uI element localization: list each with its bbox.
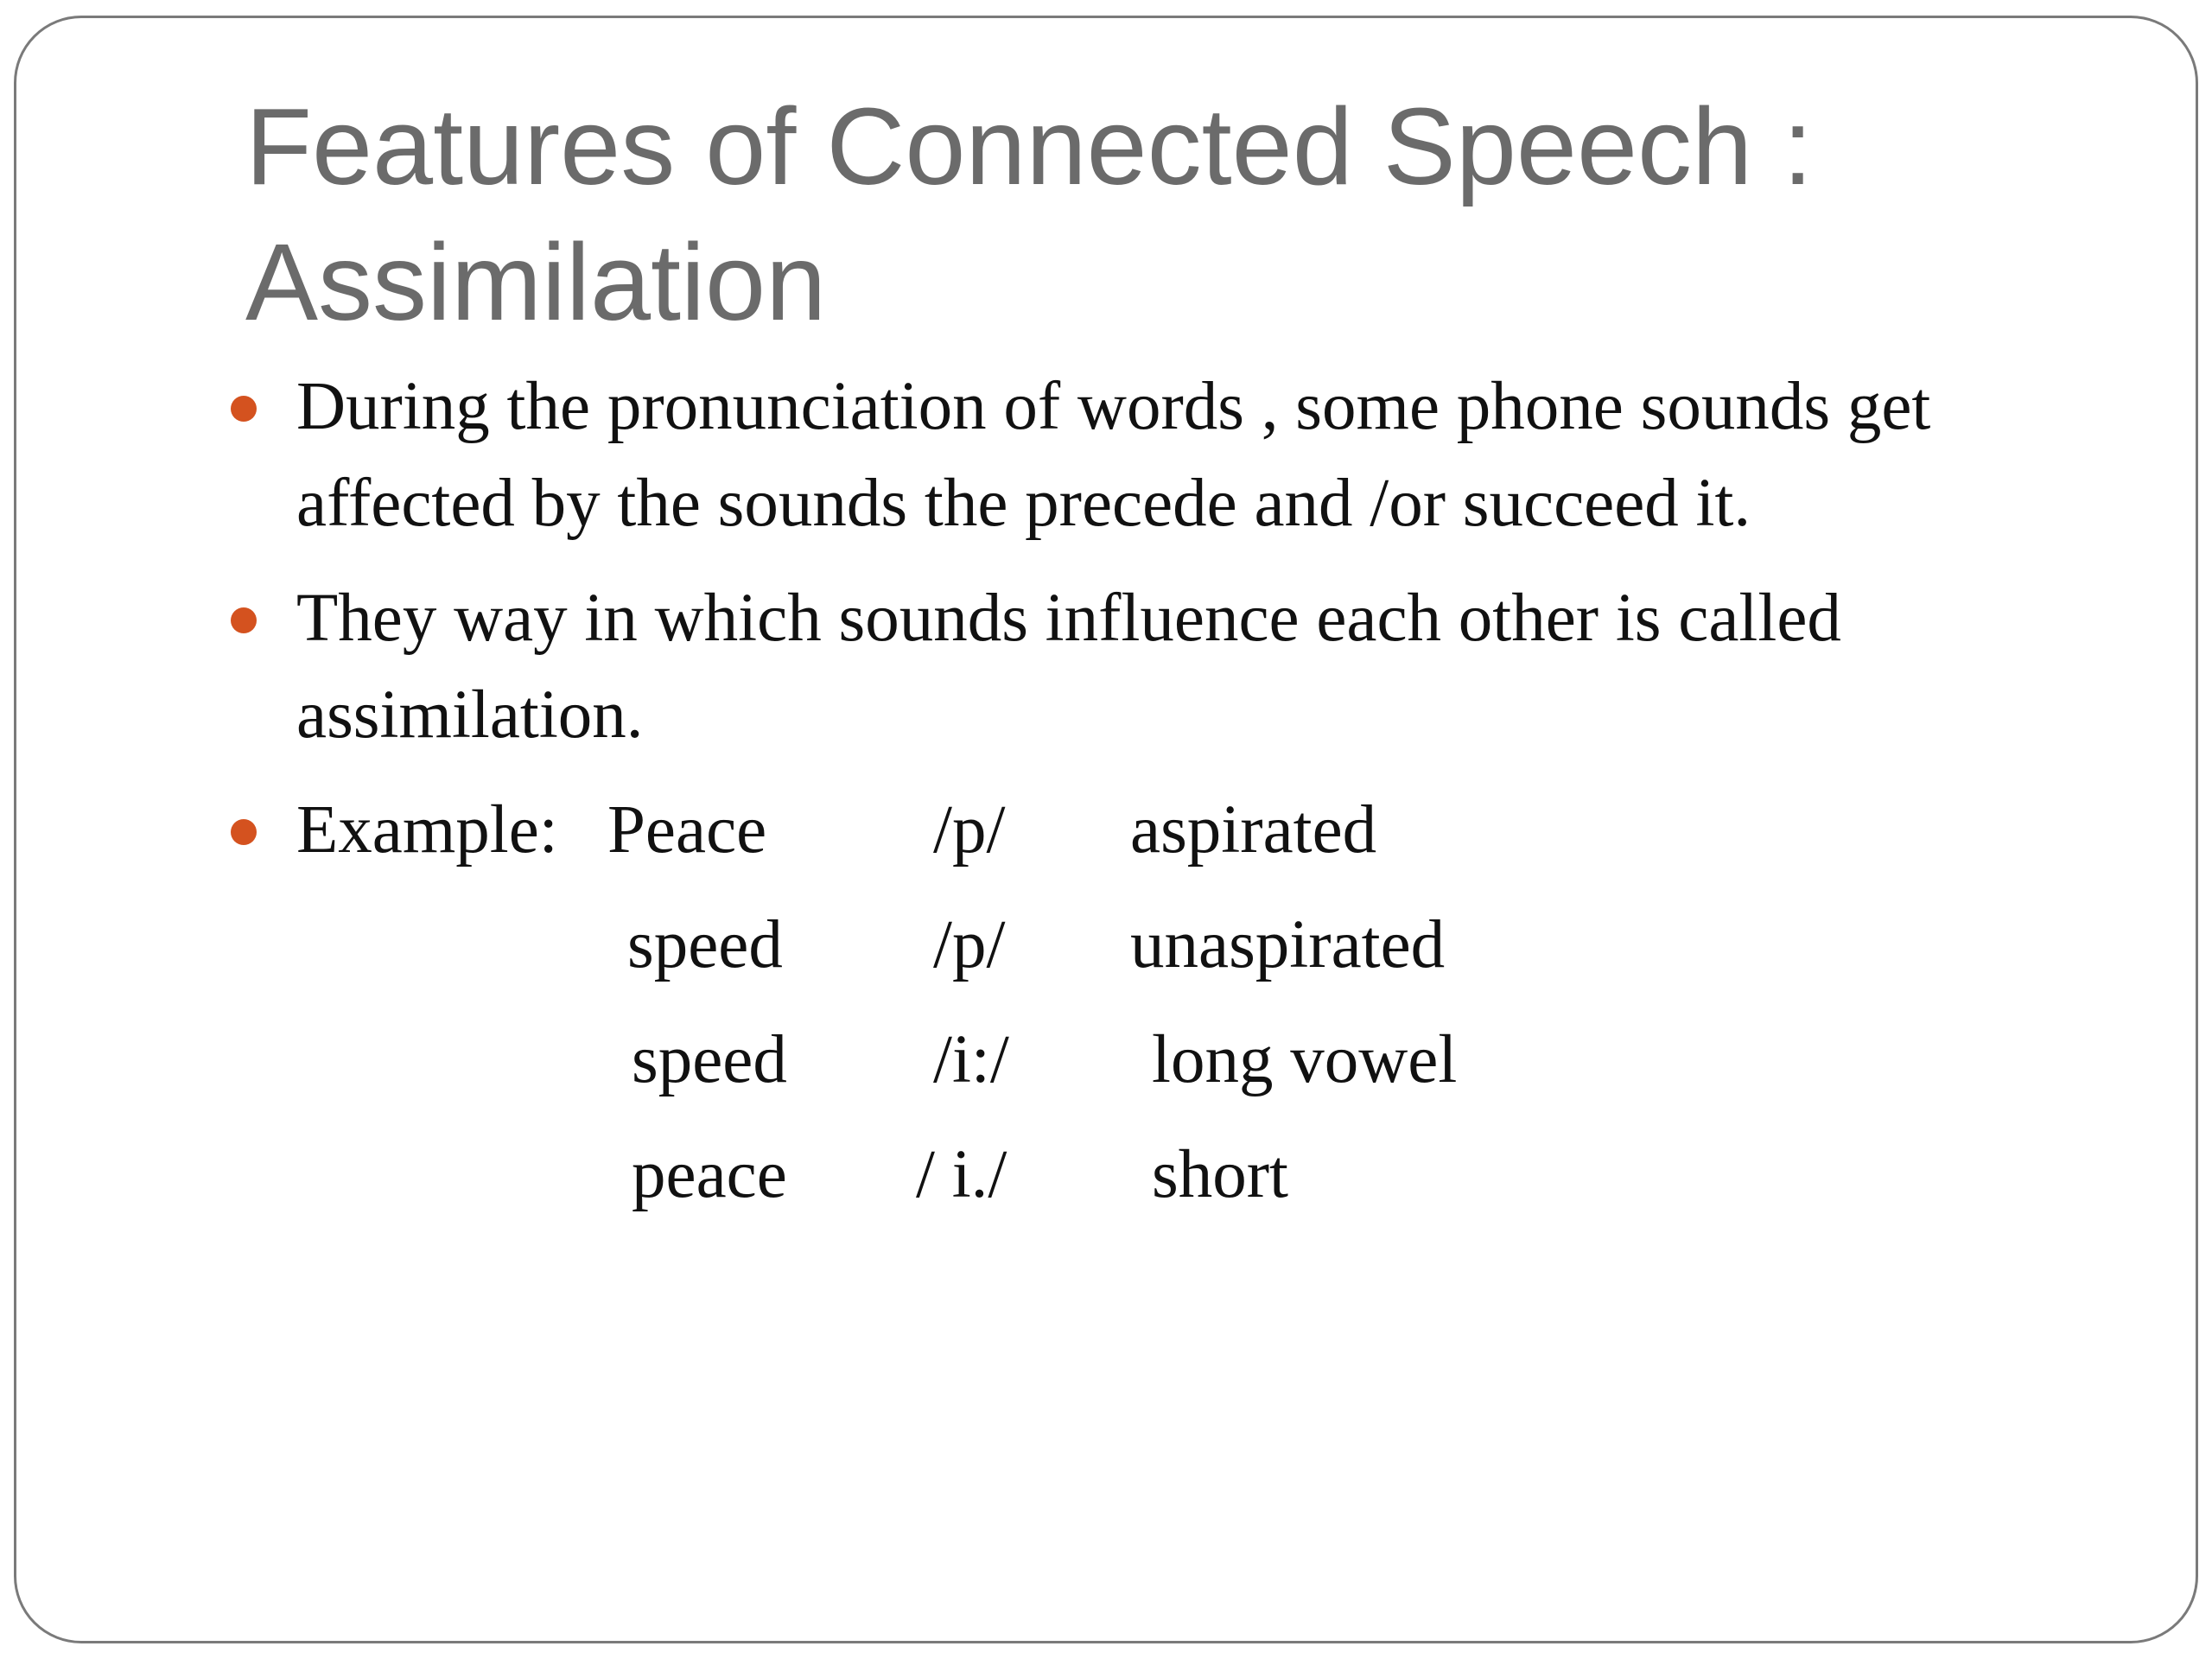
example-row	[296, 1127, 2094, 1242]
example-row	[296, 782, 2094, 897]
bullet-text: During the pronunciation of words , some phone sounds get affected by the sounds the precede and /or succeed it.	[296, 369, 1931, 541]
example-sound: /p/	[933, 792, 1006, 868]
example-sound: / i./	[916, 1137, 1007, 1212]
slide-title	[245, 79, 2146, 350]
bullet-dot-icon	[231, 396, 257, 422]
bullet-dot-icon	[231, 819, 257, 845]
bullet-dot-icon	[231, 607, 257, 633]
example-description: short	[1152, 1137, 1288, 1212]
example-word: peace	[632, 1137, 787, 1212]
bullet-item	[296, 359, 2094, 552]
example-description: long vowel	[1152, 1022, 1458, 1097]
title-line-1: Features of Connected Speech :	[245, 86, 1814, 207]
example-row	[296, 897, 2094, 1012]
example-word: Peace	[607, 792, 767, 868]
example-description: aspirated	[1130, 792, 1377, 868]
example-word: speed	[632, 1022, 787, 1097]
title-line-2: Assimilation	[245, 221, 827, 343]
bullet-list	[296, 359, 2094, 1242]
example-description: unaspirated	[1130, 907, 1446, 982]
example-label: Example:	[296, 792, 558, 868]
bullet-item	[296, 570, 2094, 764]
example-row	[296, 1012, 2094, 1127]
example-sound: /i:/	[933, 1022, 1009, 1097]
example-word: speed	[627, 907, 783, 982]
bullet-text: They way in which sounds influence each other is called assimilation.	[296, 581, 1841, 753]
example-bullet	[296, 782, 2094, 1242]
example-sound: /p/	[933, 907, 1006, 982]
